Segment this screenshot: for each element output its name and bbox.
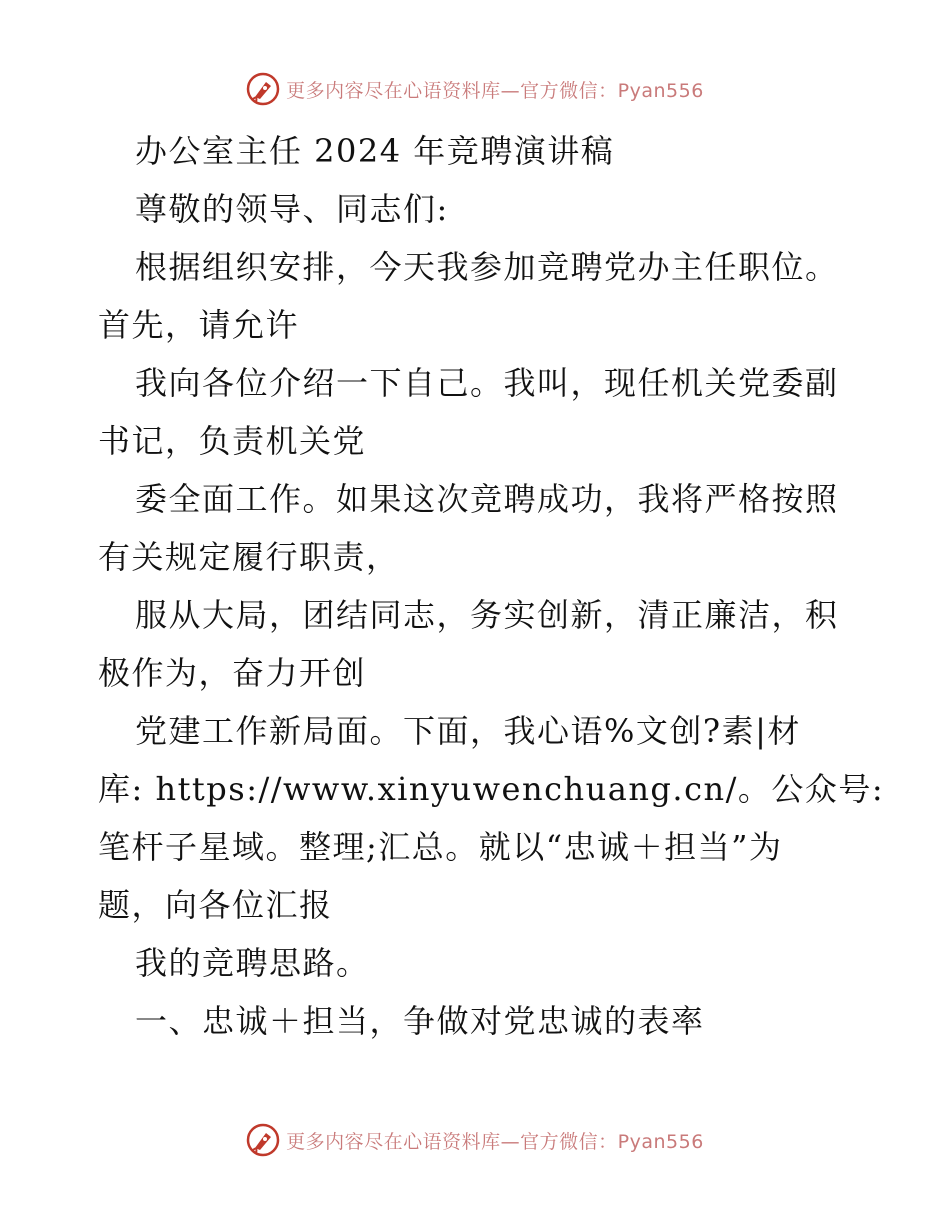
footer-watermark-banner	[0, 1123, 950, 1157]
paragraph-line: 我向各位介绍一下自己。我叫，现任机关党委副	[135, 364, 839, 402]
pen-nib-logo-icon	[246, 1123, 280, 1157]
paragraph-line: 有关规定履行职责，	[98, 538, 400, 576]
paragraph-line: 题，向各位汇报	[98, 886, 333, 924]
paragraph-line: 极作为，奋力开创	[98, 654, 367, 692]
paragraph-line: 党建工作新局面。下面，我心语%文创?素|材	[135, 712, 801, 750]
paragraph-line: 笔杆子星域。整理;汇总。就以“忠诚＋担当”为	[98, 828, 783, 866]
header-watermark-text: 更多内容尽在心语资料库—官方微信：Pyan556	[286, 79, 704, 102]
paragraph-line: 委全面工作。如果这次竞聘成功，我将严格按照	[135, 480, 839, 518]
paragraph-line: 书记，负责机关党	[98, 422, 367, 460]
salutation: 尊敬的领导、同志们:	[135, 190, 449, 228]
paragraph-line: 我的竞聘思路。	[135, 944, 370, 982]
paragraph-line: 服从大局，团结同志，务实创新，清正廉洁，积	[135, 596, 839, 634]
section-heading: 一、忠诚＋担当，争做对党忠诚的表率	[135, 1002, 705, 1040]
header-watermark-banner	[0, 72, 950, 106]
document-body	[98, 122, 885, 1050]
paragraph-line: 库: https://www.xinyuwenchuang.cn/。公众号:	[98, 770, 885, 808]
paragraph-line: 首先，请允许	[98, 306, 300, 344]
pen-nib-logo-icon	[246, 72, 280, 106]
footer-watermark-text: 更多内容尽在心语资料库—官方微信：Pyan556	[286, 1130, 704, 1153]
document-title: 办公室主任 2024 年竞聘演讲稿	[135, 132, 615, 170]
paragraph-line: 根据组织安排，今天我参加竞聘党办主任职位。	[135, 248, 839, 286]
